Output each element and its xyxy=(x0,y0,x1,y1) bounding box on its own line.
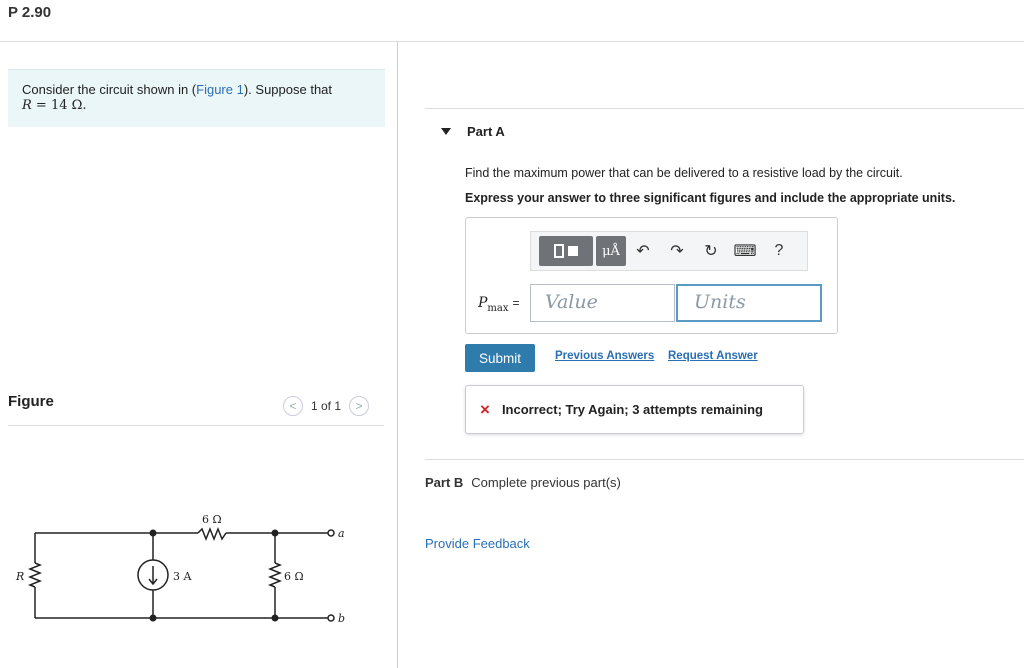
equation-toolbar xyxy=(530,231,808,271)
chevron-left-icon[interactable]: < xyxy=(283,396,303,416)
part-b-status: Complete previous part(s) xyxy=(471,475,621,490)
current-source-label: 3 A xyxy=(173,570,192,583)
terminal-b-label: b xyxy=(338,612,346,625)
circuit-diagram xyxy=(16,508,360,668)
resistor-right-label: 6 Ω xyxy=(284,570,304,583)
figure-pager xyxy=(283,396,369,416)
terminal-a-label: a xyxy=(338,527,345,540)
resistor-variable: R xyxy=(22,98,32,113)
right-panel xyxy=(399,42,1024,668)
resistor-value: = 14 Ω. xyxy=(31,98,87,113)
answer-box xyxy=(465,217,838,334)
feedback-message xyxy=(465,385,804,434)
feedback-text: Incorrect; Try Again; 3 attempts remaining xyxy=(501,402,763,417)
previous-answers-link[interactable]: Previous Answers xyxy=(555,350,655,362)
part-b-label: Part B xyxy=(425,475,464,490)
templates-icon[interactable] xyxy=(539,236,593,266)
question-instruction: Express your answer to three significant figures and include the appropriate units. xyxy=(465,191,956,205)
units-symbol-icon[interactable]: μÅ xyxy=(596,236,626,266)
part-a-divider xyxy=(425,108,1024,109)
part-a-label: Part A xyxy=(467,124,505,139)
figure-heading: Figure xyxy=(8,393,54,410)
part-a-header[interactable] xyxy=(441,124,505,139)
left-panel xyxy=(0,42,398,668)
pmax-label: $P_{max}$ = xyxy=(478,295,520,314)
resistor-top-label: 6 Ω xyxy=(202,513,222,526)
undo-icon[interactable]: ↶ xyxy=(636,243,650,260)
provide-feedback-link[interactable]: Provide Feedback xyxy=(425,536,530,551)
question-text: Find the maximum power that can be delivered to a resistive load by the circuit. xyxy=(465,166,903,180)
redo-icon[interactable]: ↷ xyxy=(670,243,684,260)
keyboard-icon[interactable]: ⌨ xyxy=(733,243,757,260)
problem-intro: Consider the circuit shown in (Figure 1). Suppose that R = 14 Ω. xyxy=(8,69,385,127)
figure-page-count: 1 of 1 xyxy=(311,399,342,413)
part-b-divider xyxy=(425,459,1024,460)
part-b-header xyxy=(425,475,621,490)
reset-icon[interactable]: ↻ xyxy=(704,243,718,260)
problem-title: P 2.90 xyxy=(8,4,52,21)
resistor-r-label: R xyxy=(16,570,25,583)
collapse-triangle-icon[interactable] xyxy=(441,128,451,135)
chevron-right-icon[interactable]: > xyxy=(349,396,369,416)
error-x-icon: × xyxy=(480,399,490,419)
value-input[interactable]: Value xyxy=(530,284,675,322)
figure-link[interactable]: Figure 1 xyxy=(196,82,244,97)
units-input[interactable]: Units xyxy=(676,284,822,322)
request-answer-link[interactable]: Request Answer xyxy=(668,350,758,362)
figure-divider xyxy=(8,425,384,426)
submit-button[interactable]: Submit xyxy=(465,344,535,372)
help-icon[interactable]: ? xyxy=(774,242,784,259)
